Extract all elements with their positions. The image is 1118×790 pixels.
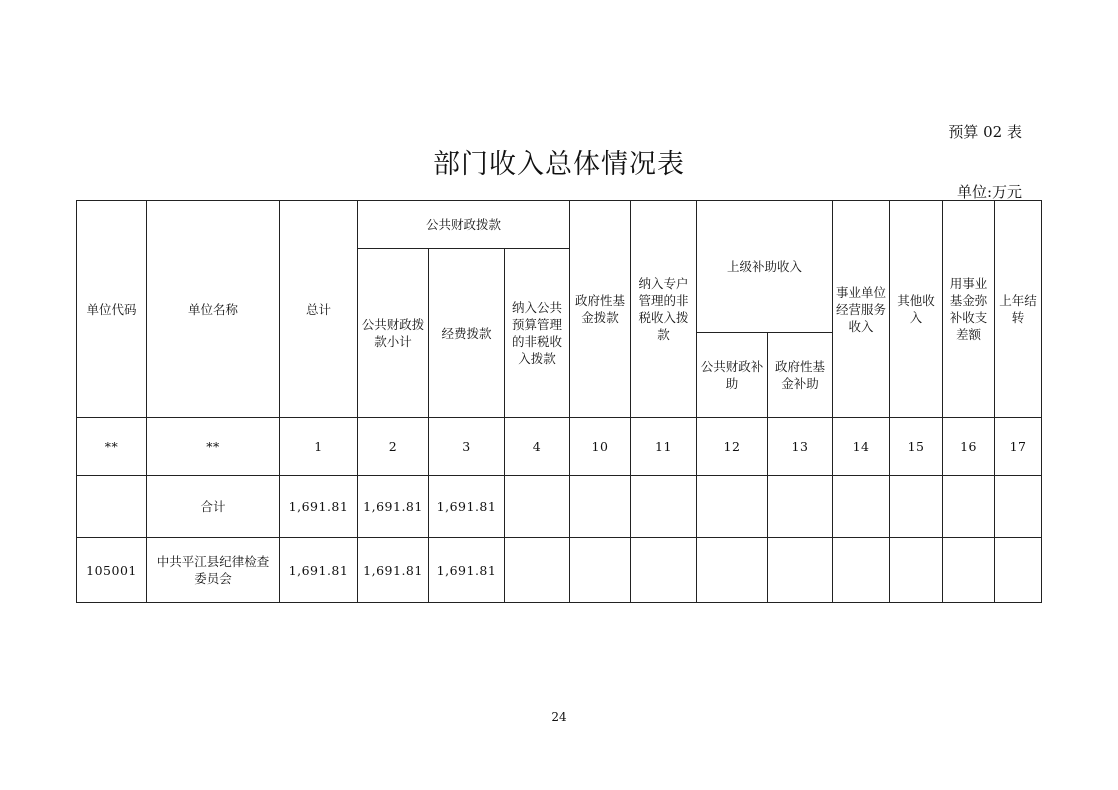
index-cell: 16 <box>943 418 995 476</box>
header-non-tax-budget: 纳入公共预算管理的非税收入拨款 <box>505 249 570 418</box>
header-unit-name: 单位名称 <box>147 201 280 418</box>
table-cell: 1,691.81 <box>280 476 358 538</box>
table-cell <box>890 476 943 538</box>
table-cell: 合计 <box>147 476 280 538</box>
header-public-finance: 公共财政拨款 <box>358 201 570 249</box>
table-cell <box>505 538 570 603</box>
index-cell: 1 <box>280 418 358 476</box>
index-cell: 4 <box>505 418 570 476</box>
table-cell <box>697 538 768 603</box>
table-row <box>77 538 1042 603</box>
table-cell <box>631 538 697 603</box>
table-cell <box>995 538 1042 603</box>
table-cell <box>890 538 943 603</box>
index-cell: 17 <box>995 418 1042 476</box>
table-cell <box>833 538 890 603</box>
table-cell <box>697 476 768 538</box>
table-cell <box>631 476 697 538</box>
index-cell: 12 <box>697 418 768 476</box>
index-cell: 3 <box>429 418 505 476</box>
form-number: 预算 02 表 <box>948 123 1022 141</box>
index-cell: 11 <box>631 418 697 476</box>
index-cell: ** <box>77 418 147 476</box>
page-number: 24 <box>551 710 567 724</box>
header-other-income: 其他收入 <box>890 201 943 418</box>
header-carry-over: 上年结转 <box>995 201 1042 418</box>
header-public-finance-subtotal: 公共财政拨款小计 <box>358 249 429 418</box>
index-row <box>77 418 1042 476</box>
table-cell <box>570 538 631 603</box>
header-business-income: 事业单位经营服务收入 <box>833 201 890 418</box>
index-cell: 10 <box>570 418 631 476</box>
table-cell <box>570 476 631 538</box>
table-cell <box>995 476 1042 538</box>
table-cell: 1,691.81 <box>358 476 429 538</box>
table-cell <box>768 538 833 603</box>
table-cell <box>77 476 147 538</box>
table-cell <box>943 476 995 538</box>
index-cell: 14 <box>833 418 890 476</box>
index-cell: 15 <box>890 418 943 476</box>
table-cell: 105001 <box>77 538 147 603</box>
table-cell: 1,691.81 <box>358 538 429 603</box>
header-gov-fund: 政府性基金拨款 <box>570 201 631 418</box>
index-cell: 13 <box>768 418 833 476</box>
header-special-non-tax: 纳入专户管理的非税收入拨款 <box>631 201 697 418</box>
page-title: 部门收入总体情况表 <box>433 149 685 180</box>
table-cell: 中共平江县纪律检查委员会 <box>147 538 280 603</box>
header-total: 总计 <box>280 201 358 418</box>
header-public-finance-subsidy: 公共财政补助 <box>697 333 768 418</box>
table-cell <box>833 476 890 538</box>
table-cell: 1,691.81 <box>429 538 505 603</box>
income-table <box>76 200 1042 603</box>
table-cell: 1,691.81 <box>429 476 505 538</box>
table-cell <box>768 476 833 538</box>
unit-label: 单位:万元 <box>956 183 1022 201</box>
table-row <box>77 476 1042 538</box>
table-cell: 1,691.81 <box>280 538 358 603</box>
table-cell <box>943 538 995 603</box>
header-superior-subsidy: 上级补助收入 <box>697 201 833 333</box>
header-gov-fund-subsidy: 政府性基金补助 <box>768 333 833 418</box>
header-unit-code: 单位代码 <box>77 201 147 418</box>
table-cell <box>505 476 570 538</box>
header-expense-allocation: 经费拨款 <box>429 249 505 418</box>
header-fund-balance: 用事业基金弥补收支差额 <box>943 201 995 418</box>
index-cell: ** <box>147 418 280 476</box>
index-cell: 2 <box>358 418 429 476</box>
